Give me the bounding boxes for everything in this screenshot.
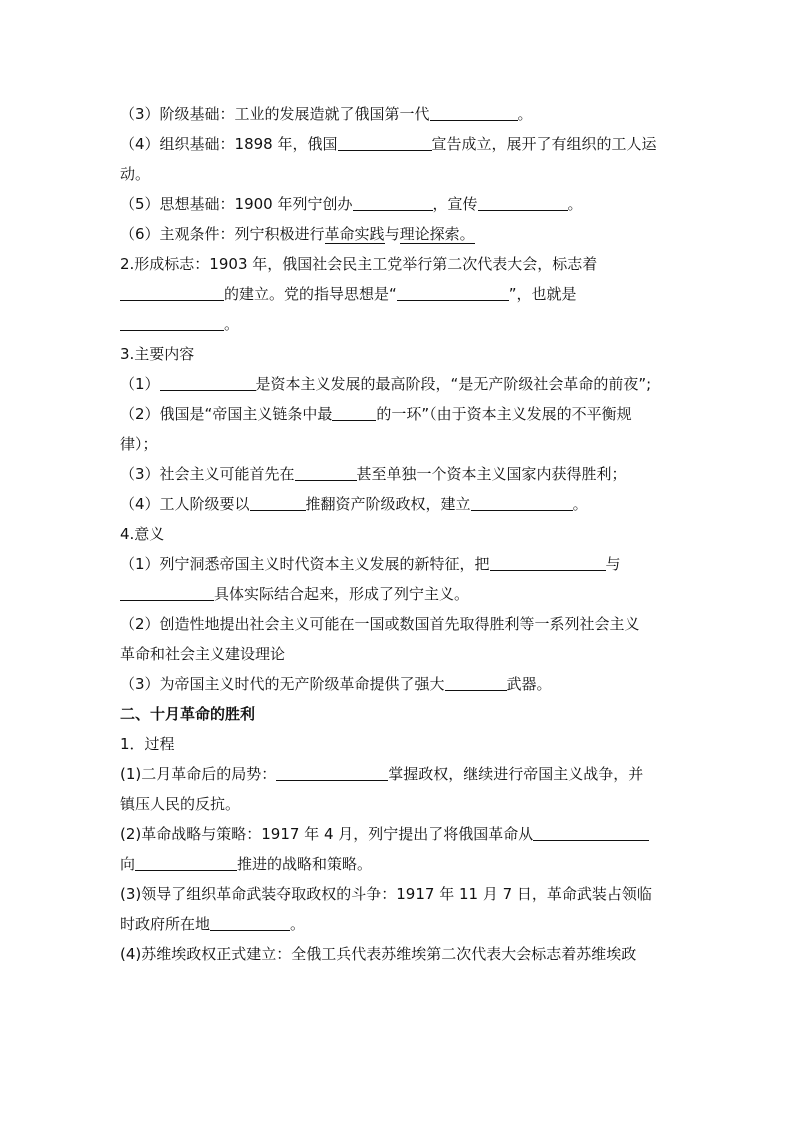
text-segment: （3）社会主义可能首先在 xyxy=(120,465,295,483)
text-line xyxy=(120,639,680,669)
fill-blank xyxy=(295,462,357,481)
text-segment: 具体实际结合起来，形成了列宁主义。 xyxy=(214,585,470,603)
text-segment: (3)领导了组织革命武装夺取政权的斗争：1917 年 11 月 7 日，革命武装占领临 xyxy=(120,885,652,903)
fill-blank xyxy=(445,672,507,691)
subsection-heading xyxy=(120,729,680,759)
text-segment: 时政府所在地 xyxy=(120,915,211,933)
text-segment: （1）列宁洞悉帝国主义时代资本主义发展的新特征，把 xyxy=(120,555,490,573)
text-segment: 推翻资产阶级政权，建立 xyxy=(305,495,471,513)
text-line xyxy=(120,549,680,579)
underlined-text: 理论探索。 xyxy=(399,225,475,243)
text-segment: 推进的战略和策略。 xyxy=(237,855,373,873)
text-segment: （4）组织基础：1898 年，俄国 xyxy=(120,135,338,153)
fill-blank xyxy=(471,492,573,511)
fill-blank xyxy=(276,762,388,781)
text-segment: (4)苏维埃政权正式建立：全俄工兵代表苏维埃第二次代表大会标志着苏维埃政 xyxy=(120,945,637,963)
document-page xyxy=(120,99,680,969)
fill-blank xyxy=(160,372,256,391)
text-line xyxy=(120,669,680,699)
fill-blank xyxy=(210,912,290,931)
text-line xyxy=(120,249,680,279)
text-line xyxy=(120,429,680,459)
text-segment: 4.意义 xyxy=(120,525,165,543)
text-line xyxy=(120,369,680,399)
text-line xyxy=(120,939,680,969)
text-segment: 。 xyxy=(224,315,240,333)
text-segment: 宣告成立，展开了有组织的工人运 xyxy=(431,135,657,153)
text-line xyxy=(120,99,680,129)
text-segment: 镇压人民的反抗。 xyxy=(120,795,241,813)
text-segment: （2）俄国是“帝国主义链条中最 xyxy=(120,405,333,423)
text-line xyxy=(120,309,680,339)
text-segment: 向 xyxy=(120,855,136,873)
text-segment: 武器。 xyxy=(506,675,552,693)
text-line xyxy=(120,759,680,789)
text-line xyxy=(120,849,680,879)
fill-blank xyxy=(332,402,376,421)
fill-blank xyxy=(490,552,606,571)
text-segment: 。 xyxy=(290,915,306,933)
text-line xyxy=(120,879,680,909)
text-segment: ，宣传 xyxy=(432,195,478,213)
text-segment: （3）为帝国主义时代的无产阶级革命提供了强大 xyxy=(120,675,445,693)
text-line xyxy=(120,609,680,639)
section-heading xyxy=(120,699,680,729)
fill-blank xyxy=(430,102,518,121)
text-segment: 动。 xyxy=(120,165,151,183)
text-line xyxy=(120,159,680,189)
text-segment: 革命和社会主义建设理论 xyxy=(120,645,286,663)
fill-blank xyxy=(353,192,433,211)
text-segment: ”，也就是 xyxy=(508,285,577,303)
text-segment: （2）创造性地提出社会主义可能在一国或数国首先取得胜利等一系列社会主义 xyxy=(120,615,640,633)
section-heading xyxy=(120,519,680,549)
section-heading xyxy=(120,339,680,369)
text-segment: 1．过程 xyxy=(120,735,175,753)
text-segment: 的一环”（由于资本主义发展的不平衡规 xyxy=(376,405,632,423)
text-segment: 。 xyxy=(572,495,588,513)
fill-blank xyxy=(135,852,237,871)
text-segment: 二、十月革命的胜利 xyxy=(120,705,256,723)
text-segment: 掌握政权，继续进行帝国主义战争，并 xyxy=(388,765,644,783)
text-segment: 律）； xyxy=(120,435,158,453)
text-segment: 3.主要内容 xyxy=(120,345,195,363)
text-line xyxy=(120,459,680,489)
text-segment: （4）工人阶级要以 xyxy=(120,495,250,513)
text-segment: 。 xyxy=(567,195,583,213)
text-segment: 2.形成标志：1903 年，俄国社会民主工党举行第二次代表大会，标志着 xyxy=(120,255,598,273)
underlined-text: 革命实践 xyxy=(324,225,385,243)
text-segment: (1)二月革命后的局势： xyxy=(120,765,277,783)
text-segment: （3）阶级基础：工业的发展造就了俄国第一代 xyxy=(120,105,430,123)
text-line xyxy=(120,579,680,609)
text-segment: （1） xyxy=(120,375,160,393)
fill-blank xyxy=(478,192,568,211)
text-segment: (2)革命战略与策略：1917 年 4 月，列宁提出了将俄国革命从 xyxy=(120,825,534,843)
fill-blank xyxy=(120,282,224,301)
text-line xyxy=(120,129,680,159)
fill-blank xyxy=(120,312,224,331)
text-line xyxy=(120,909,680,939)
fill-blank xyxy=(120,582,214,601)
text-segment: 是资本主义发展的最高阶段，“是无产阶级社会革命的前夜”; xyxy=(255,375,652,393)
fill-blank xyxy=(338,132,432,151)
text-line xyxy=(120,399,680,429)
text-segment: （5）思想基础：1900 年列宁创办 xyxy=(120,195,353,213)
text-segment: （6）主观条件：列宁积极进行 xyxy=(120,225,325,243)
text-segment: 与 xyxy=(384,225,400,243)
text-line xyxy=(120,819,680,849)
text-segment: 甚至单独一个资本主义国家内获得胜利； xyxy=(356,465,627,483)
text-line xyxy=(120,219,680,249)
text-line xyxy=(120,489,680,519)
text-line xyxy=(120,279,680,309)
text-line xyxy=(120,189,680,219)
fill-blank xyxy=(397,282,509,301)
text-segment: 的建立。党的指导思想是“ xyxy=(224,285,397,303)
fill-blank xyxy=(533,822,649,841)
text-line xyxy=(120,789,680,819)
text-segment: 与 xyxy=(605,555,621,573)
fill-blank xyxy=(250,492,306,511)
text-segment: 。 xyxy=(517,105,533,123)
